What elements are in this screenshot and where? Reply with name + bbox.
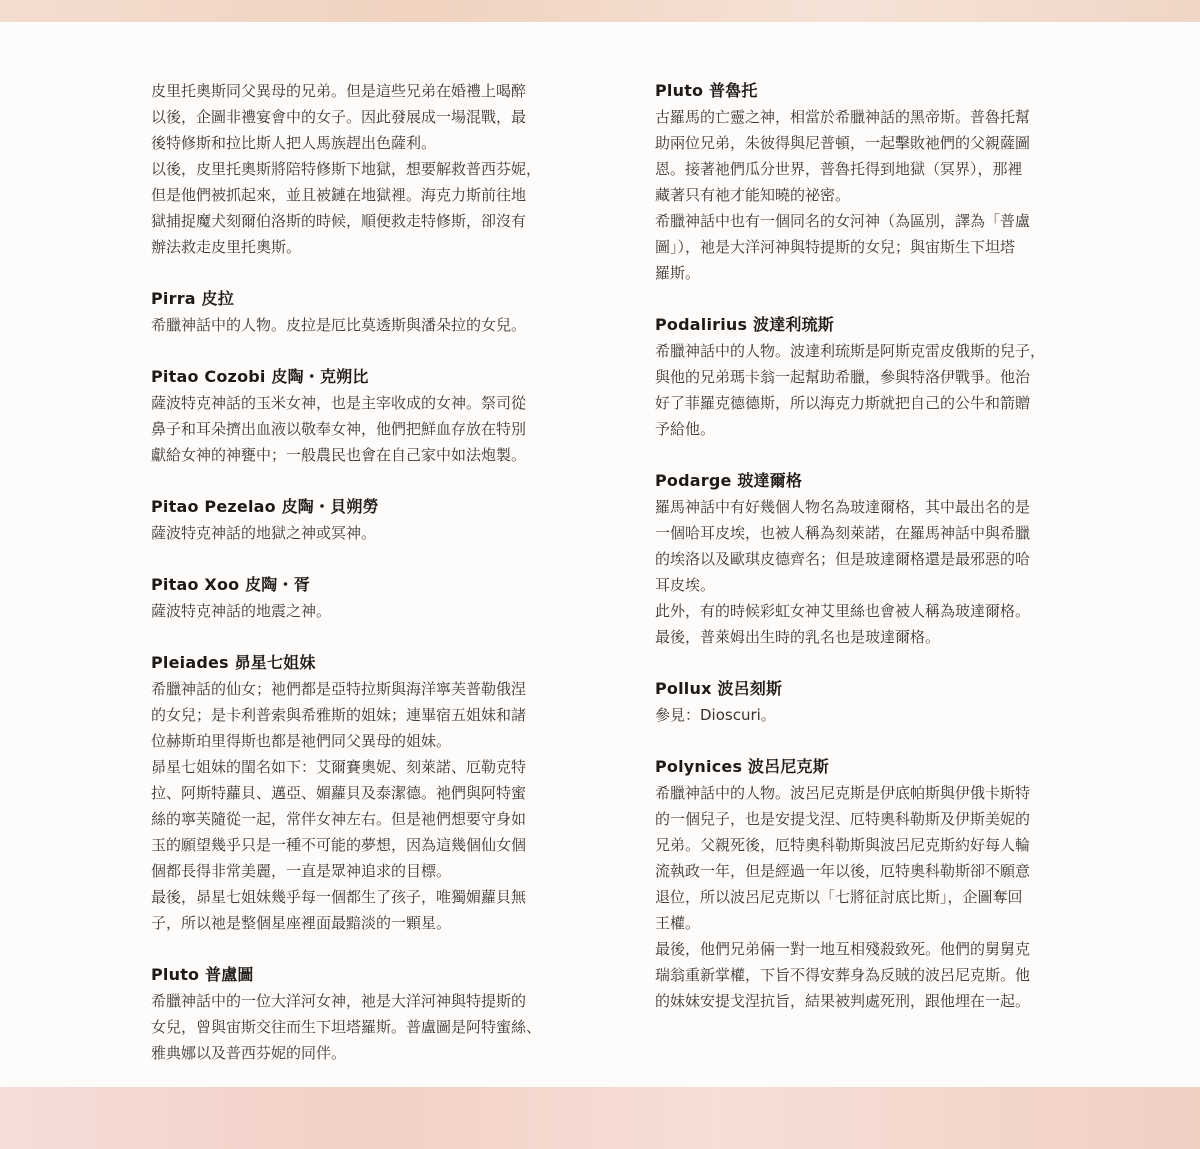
text-line: 皮里托奧斯同父異母的兄弟。但是這些兄弟在婚禮上喝醉 (151, 82, 527, 100)
entry-title: Pluto 普魯托 (655, 81, 758, 100)
text-line: 古羅馬的亡靈之神，相當於希臘神話的黑帝斯。普魯托幫 (655, 108, 1031, 126)
entry-paragraph (151, 312, 613, 338)
entry-paragraph (655, 208, 1117, 286)
entry-spacer (655, 650, 1117, 676)
text-line: 此外，有的時候彩虹女神艾里絲也會被人稱為玻達爾格。 (655, 602, 1031, 620)
entry-paragraph (151, 598, 613, 624)
entry-paragraph (655, 936, 1117, 1014)
text-line: 薩波特克神話的地震之神。 (151, 602, 332, 620)
text-line: 希臘神話的仙女；祂們都是亞特拉斯與海洋寧芙普勒俄涅 (151, 680, 527, 698)
entry-spacer (655, 286, 1117, 312)
text-line: 薩波特克神話的地獄之神或冥神。 (151, 524, 377, 542)
entry-continuation (151, 78, 613, 260)
text-line: 一個哈耳皮埃，也被人稱為刻萊諾，在羅馬神話中與希臘 (655, 524, 1031, 542)
entry-paragraph (655, 780, 1117, 936)
text-line: 獻給女神的神甕中；一般農民也會在自己家中如法炮製。 (151, 446, 527, 464)
entry-title: Pleiades 昴星七姐妹 (151, 653, 316, 672)
text-line: 的埃洛以及歐琪皮德齊名；但是玻達爾格還是最邪惡的哈 (655, 550, 1031, 568)
text-line: 但是他們被抓起來，並且被鏈在地獄裡。海克力斯前往地 (151, 186, 527, 204)
text-line: 予給他。 (655, 420, 716, 438)
entry-paragraph (151, 156, 613, 260)
text-line: 昴星七姐妹的閨名如下：艾爾賽奧妮、刻萊諾、厄勒克特 (151, 758, 527, 776)
text-line: 參見：Dioscuri。 (655, 706, 776, 724)
bottom-decorative-band (0, 1087, 1200, 1149)
text-line: 獄捕捉魔犬刻爾伯洛斯的時候，順便救走特修斯，卻沒有 (151, 212, 527, 230)
text-line: 藏著只有祂才能知曉的祕密。 (655, 186, 851, 204)
entry-spacer (151, 936, 613, 962)
text-line: 兄弟。父親死後，厄特奧科勒斯與波呂尼克斯約好每人輪 (655, 836, 1031, 854)
text-line: 王權。 (655, 914, 701, 932)
entry-paragraph (151, 78, 613, 156)
entry-paragraph (151, 390, 613, 468)
text-line: 希臘神話中的人物。波達利琉斯是阿斯克雷皮俄斯的兒子， (655, 342, 1046, 360)
entry-podalirius (655, 312, 1117, 442)
text-line: 助兩位兄弟，朱彼得與尼普頓，一起擊敗祂們的父親薩圖 (655, 134, 1031, 152)
text-line: 恩。接著祂們瓜分世界，普魯托得到地獄（冥界），那裡 (655, 160, 1023, 178)
entry-paragraph (151, 754, 613, 884)
entry-paragraph (151, 520, 613, 546)
text-line: 的一個兒子，也是安提戈涅、厄特奧科勒斯及伊斯美妮的 (655, 810, 1031, 828)
entry-pitao-pezelao (151, 494, 613, 546)
entry-pluto (655, 78, 1117, 286)
text-line: 薩波特克神話的玉米女神，也是主宰收成的女神。祭司從 (151, 394, 527, 412)
entry-paragraph (151, 884, 613, 936)
right-column (655, 78, 1117, 1014)
text-line: 的妹妹安提戈涅抗旨，結果被判處死刑，跟他埋在一起。 (655, 992, 1031, 1010)
entry-spacer (151, 338, 613, 364)
text-line: 希臘神話中也有一個同名的女河神（為區別，譯為「普盧 (655, 212, 1031, 230)
text-line: 後特修斯和拉比斯人把人馬族趕出色薩利。 (151, 134, 437, 152)
entry-spacer (151, 624, 613, 650)
text-line: 最後，普萊姆出生時的乳名也是玻達爾格。 (655, 628, 941, 646)
entry-spacer (151, 546, 613, 572)
entry-title: Pollux 波呂刻斯 (655, 679, 783, 698)
entry-paragraph (655, 598, 1117, 650)
text-line: 位赫斯珀里得斯也都是祂們同父異母的姐妹。 (151, 732, 452, 750)
text-line: 瑞翁重新掌權，下旨不得安葬身為反賊的波呂尼克斯。他 (655, 966, 1031, 984)
text-line: 最後，昴星七姐妹幾乎每一個都生了孩子，唯獨媚蘿貝無 (151, 888, 527, 906)
top-decorative-band (0, 0, 1200, 22)
entry-title: Podalirius 波達利琉斯 (655, 315, 834, 334)
entry-pitao-xoo (151, 572, 613, 624)
text-line: 希臘神話中的人物。皮拉是厄比莫透斯與潘朵拉的女兒。 (151, 316, 527, 334)
entry-paragraph (655, 104, 1117, 208)
entry-spacer (655, 728, 1117, 754)
text-line: 希臘神話中的一位大洋河女神，祂是大洋河神與特提斯的 (151, 992, 527, 1010)
entry-title: Pitao Xoo 皮陶・胥 (151, 575, 310, 594)
entry-pitao-cozobi (151, 364, 613, 468)
entry-paragraph (655, 338, 1117, 442)
entry-paragraph (655, 494, 1117, 598)
entry-pluto (151, 962, 613, 1066)
entry-title: Pluto 普盧圖 (151, 965, 254, 984)
entry-pirra (151, 286, 613, 338)
text-line: 個都長得非常美麗，一直是眾神追求的目標。 (151, 862, 452, 880)
text-line: 女兒，曾與宙斯交往而生下坦塔羅斯。普盧圖是阿特蜜絲、 (151, 1018, 542, 1036)
text-line: 鼻子和耳朵擠出血液以敬奉女神，他們把鮮血存放在特別 (151, 420, 527, 438)
text-line: 與他的兄弟瑪卡翁一起幫助希臘，參與特洛伊戰爭。他治 (655, 368, 1031, 386)
entry-title: Pitao Cozobi 皮陶・克朔比 (151, 367, 369, 386)
text-line: 雅典娜以及普西芬妮的同伴。 (151, 1044, 347, 1062)
entry-paragraph (655, 702, 1117, 728)
text-line: 拉、阿斯特蘿貝、邁亞、媚蘿貝及泰潔德。祂們與阿特蜜 (151, 784, 527, 802)
text-line: 耳皮埃。 (655, 576, 716, 594)
text-line: 子，所以祂是整個星座裡面最黯淡的一顆星。 (151, 914, 452, 932)
text-line: 退位，所以波呂尼克斯以「七將征討底比斯」，企圖奪回 (655, 888, 1023, 906)
entry-spacer (151, 260, 613, 286)
text-line: 圖」），祂是大洋河神與特提斯的女兒；與宙斯生下坦塔 (655, 238, 1016, 256)
text-line: 希臘神話中的人物。波呂尼克斯是伊底帕斯與伊俄卡斯特 (655, 784, 1031, 802)
entry-title: Pitao Pezelao 皮陶・貝朔勞 (151, 497, 379, 516)
text-line: 羅斯。 (655, 264, 701, 282)
text-line: 的女兒；是卡利普索與希雅斯的姐妹；連畢宿五姐妹和諸 (151, 706, 527, 724)
entry-title: Polynices 波呂尼克斯 (655, 757, 829, 776)
text-line: 玉的願望幾乎只是一種不可能的夢想，因為這幾個仙女個 (151, 836, 527, 854)
entry-title: Pirra 皮拉 (151, 289, 234, 308)
entry-polynices (655, 754, 1117, 1014)
entry-spacer (655, 442, 1117, 468)
text-line: 最後，他們兄弟倆一對一地互相殘殺致死。他們的舅舅克 (655, 940, 1031, 958)
left-column (151, 78, 613, 1066)
text-line: 羅馬神話中有好幾個人物名為玻達爾格，其中最出名的是 (655, 498, 1031, 516)
text-line: 流執政一年，但是經過一年以後，厄特奧科勒斯卻不願意 (655, 862, 1031, 880)
text-line: 以後，皮里托奧斯將陪特修斯下地獄，想要解救普西芬妮， (151, 160, 542, 178)
entry-paragraph (151, 988, 613, 1066)
entry-podarge (655, 468, 1117, 650)
text-line: 好了菲羅克德德斯，所以海克力斯就把自己的公牛和箭贈 (655, 394, 1031, 412)
entry-pleiades (151, 650, 613, 936)
entry-spacer (151, 468, 613, 494)
text-line: 絲的寧芙隨從一起，常伴女神左右。但是祂們想要守身如 (151, 810, 527, 828)
text-line: 以後，企圖非禮宴會中的女子。因此發展成一場混戰，最 (151, 108, 527, 126)
entry-title: Podarge 玻達爾格 (655, 471, 803, 490)
entry-paragraph (151, 676, 613, 754)
entry-pollux (655, 676, 1117, 728)
text-line: 辦法救走皮里托奧斯。 (151, 238, 302, 256)
